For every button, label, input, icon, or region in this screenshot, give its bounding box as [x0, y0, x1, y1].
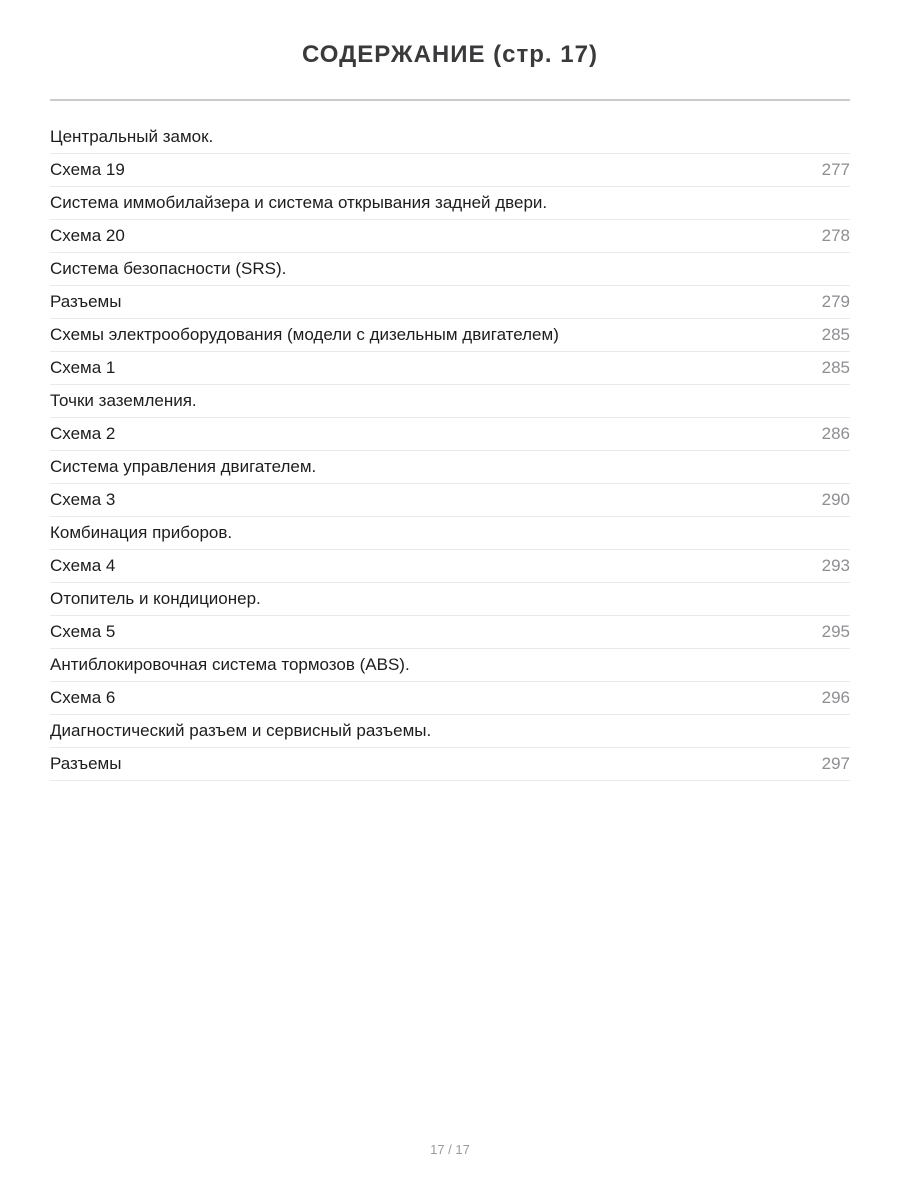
toc-item-label: Схема 20 — [50, 226, 125, 245]
toc-item-page: 295 — [821, 622, 850, 641]
toc-item[interactable] — [50, 550, 850, 583]
toc-item-label: Схема 4 — [50, 556, 116, 575]
toc-item[interactable] — [50, 319, 850, 352]
toc-item-label: Диагностический разъем и сервисный разъемы. — [50, 721, 432, 740]
toc-item[interactable] — [50, 220, 850, 253]
toc-item-page: 278 — [821, 226, 850, 245]
toc-item-label: Схема 19 — [50, 160, 125, 179]
toc-item-label: Схема 3 — [50, 490, 116, 509]
toc-item-page: 279 — [821, 292, 850, 311]
toc-item-page: 297 — [821, 754, 850, 773]
toc-item-label: Система иммобилайзера и система открывания задней двери. — [50, 193, 548, 212]
toc-item-page: 277 — [821, 160, 850, 179]
toc-item[interactable] — [50, 187, 850, 220]
toc-item[interactable] — [50, 253, 850, 286]
toc-item-label: Комбинация приборов. — [50, 523, 233, 542]
toc-item-label: Отопитель и кондиционер. — [50, 589, 261, 608]
toc-item-label: Разъемы — [50, 292, 122, 311]
toc-item[interactable] — [50, 352, 850, 385]
toc-item-page: 286 — [821, 424, 850, 443]
toc-item-label: Схема 2 — [50, 424, 116, 443]
toc-item-page: 285 — [821, 358, 850, 377]
toc-item-page: 285 — [821, 325, 850, 344]
toc-item[interactable] — [50, 682, 850, 715]
toc-item[interactable] — [50, 121, 850, 154]
toc-item-page: 296 — [821, 688, 850, 707]
toc-item[interactable] — [50, 649, 850, 682]
toc-item[interactable] — [50, 616, 850, 649]
toc-item-label: Центральный замок. — [50, 127, 214, 146]
toc-item[interactable] — [50, 748, 850, 781]
toc-item-label: Схема 5 — [50, 622, 116, 641]
header-divider — [50, 99, 850, 101]
page-title: СОДЕРЖАНИЕ (стр. 17) — [302, 41, 598, 68]
toc-item-label: Схемы электрооборудования (модели с дизельным двигателем) — [50, 325, 559, 344]
toc-item[interactable] — [50, 517, 850, 550]
toc-item[interactable] — [50, 715, 850, 748]
toc-list — [50, 121, 850, 781]
toc-item-label: Разъемы — [50, 754, 122, 773]
toc-item-label: Система управления двигателем. — [50, 457, 317, 476]
toc-item[interactable] — [50, 385, 850, 418]
toc-item-page: 290 — [821, 490, 850, 509]
toc-item-label: Точки заземления. — [50, 391, 197, 410]
toc-item-label: Схема 6 — [50, 688, 116, 707]
toc-item-page: 293 — [821, 556, 850, 575]
toc-item[interactable] — [50, 154, 850, 187]
page-indicator: 17 / 17 — [430, 1142, 470, 1157]
toc-item[interactable] — [50, 418, 850, 451]
toc-item-label: Антиблокировочная система тормозов (ABS). — [50, 655, 410, 674]
toc-item-label: Схема 1 — [50, 358, 116, 377]
toc-item[interactable] — [50, 451, 850, 484]
toc-item-label: Система безопасности (SRS). — [50, 259, 287, 278]
toc-item[interactable] — [50, 484, 850, 517]
toc-item[interactable] — [50, 286, 850, 319]
toc-item[interactable] — [50, 583, 850, 616]
